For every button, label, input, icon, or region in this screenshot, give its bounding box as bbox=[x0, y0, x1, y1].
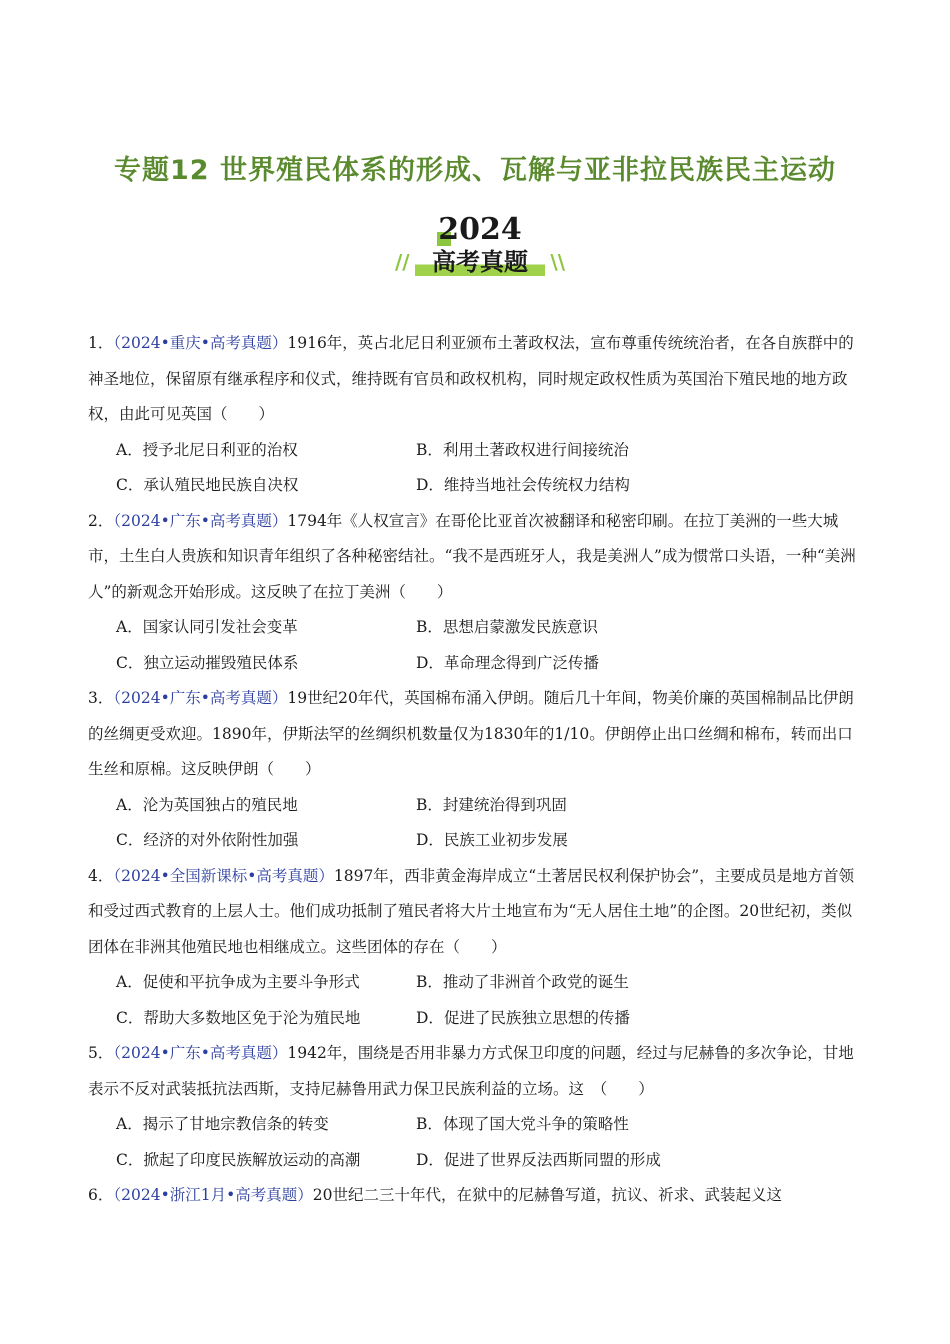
question-text: 20世纪二三十年代，在狱中的尼赫鲁写道，抗议、祈求、武装起义这 bbox=[312, 1186, 782, 1204]
section-banner bbox=[395, 212, 565, 292]
option-c: C．承认殖民地民族自决权 bbox=[116, 476, 299, 494]
option-b: B．思想启蒙激发民族意识 bbox=[416, 618, 598, 636]
option-b: B．利用土著政权进行间接统治 bbox=[416, 440, 629, 459]
banner-label: 高考真题 bbox=[432, 248, 528, 276]
question-source: （2024•浙江1月•高考真题） bbox=[113, 1186, 313, 1204]
option-a: A．促使和平抗争成为主要斗争形式 bbox=[116, 973, 360, 991]
question-1 bbox=[88, 326, 864, 504]
question-2 bbox=[88, 504, 864, 682]
option-d: D．促进了世界反法西斯同盟的形成 bbox=[416, 1150, 661, 1169]
banner-year: 2024 bbox=[438, 212, 522, 247]
option-c: C．帮助大多数地区免于沦为殖民地 bbox=[116, 1008, 361, 1027]
question-number: 2． bbox=[88, 511, 114, 530]
question-number: 6． bbox=[88, 1186, 114, 1204]
option-b: B．推动了非洲首个政党的诞生 bbox=[416, 973, 629, 991]
question-list bbox=[88, 326, 864, 1214]
option-b: B．封建统治得到巩固 bbox=[416, 795, 567, 814]
banner-slash-left: // bbox=[395, 250, 410, 274]
option-d: D．革命理念得到广泛传播 bbox=[416, 653, 599, 672]
question-number: 1． bbox=[88, 334, 114, 352]
option-c: C．独立运动摧毁殖民体系 bbox=[116, 653, 299, 672]
question-number: 5． bbox=[88, 1044, 114, 1062]
option-d: D．民族工业初步发展 bbox=[416, 831, 568, 849]
question-source: （2024•重庆•高考真题） bbox=[113, 334, 288, 352]
option-d: D．促进了民族独立思想的传播 bbox=[416, 1008, 630, 1027]
question-text: 1916年，英占北尼日利亚颁布土著政权法，宣布尊重传统统治者，在各自族群中的神圣地位，保留原有继承程序和仪式，维持既有官员和政权机构，同时规定政权性质为英国治下殖民地的地方政权，由此可见英国（ ） bbox=[88, 334, 854, 423]
question-text: 1897年，西非黄金海岸成立“土著居民权利保护协会”，主要成员是地方首领和受过西式教育的上层人士。他们成功抵制了殖民者将大片土地宣布为“无人居住土地”的企图。20世纪初，类似团体在非洲其他殖民地也相继成立。这些团体的存在（ ） bbox=[88, 866, 855, 956]
question-source: （2024•广东•高考真题） bbox=[113, 511, 288, 530]
question-text: 19世纪20年代，英国棉布涌入伊朗。随后几十年间，物美价廉的英国棉制品比伊朗的丝绸更受欢迎。1890年，伊斯法罕的丝绸织机数量仅为1830年的1/10。伊朗停止出口丝绸和棉布，转而出口生丝和原棉。这反映伊朗（ ） bbox=[88, 689, 854, 778]
question-text: 1794年《人权宣言》在哥伦比亚首次被翻译和秘密印刷。在拉丁美洲的一些大城市，土生白人贵族和知识青年组织了各种秘密结社。“我不是西班牙人，我是美洲人”成为惯常口头语，一种“美洲人”的新观念开始形成。这反映了在拉丁美洲（ ） bbox=[88, 511, 856, 601]
banner-slash-right: \\ bbox=[550, 250, 565, 274]
option-b: B．体现了国大党斗争的策略性 bbox=[416, 1115, 629, 1133]
option-a: A．沦为英国独占的殖民地 bbox=[116, 795, 298, 814]
question-text: 1942年，围绕是否用非暴力方式保卫印度的问题，经过与尼赫鲁的多次争论，甘地表示不反对武装抵抗法西斯，支持尼赫鲁用武力保卫民族利益的立场。这 （ ） bbox=[88, 1044, 854, 1098]
question-source: （2024•广东•高考真题） bbox=[113, 1044, 288, 1062]
question-number: 4． bbox=[88, 866, 114, 885]
question-5 bbox=[88, 1036, 864, 1178]
page-title: 专题12 世界殖民体系的形成、瓦解与亚非拉民族民主运动 bbox=[114, 155, 836, 186]
option-a: A．国家认同引发社会变革 bbox=[116, 618, 298, 636]
option-a: A．揭示了甘地宗教信条的转变 bbox=[116, 1115, 329, 1133]
question-3 bbox=[88, 681, 864, 859]
question-4 bbox=[88, 859, 864, 1037]
option-c: C．掀起了印度民族解放运动的高潮 bbox=[116, 1150, 361, 1169]
option-a: A．授予北尼日利亚的治权 bbox=[116, 440, 298, 459]
option-c: C．经济的对外依附性加强 bbox=[116, 831, 299, 849]
question-number: 3． bbox=[88, 689, 114, 707]
question-source: （2024•全国新课标•高考真题） bbox=[113, 866, 334, 885]
question-source: （2024•广东•高考真题） bbox=[113, 689, 288, 707]
question-6 bbox=[88, 1178, 864, 1214]
option-d: D．维持当地社会传统权力结构 bbox=[416, 476, 630, 494]
